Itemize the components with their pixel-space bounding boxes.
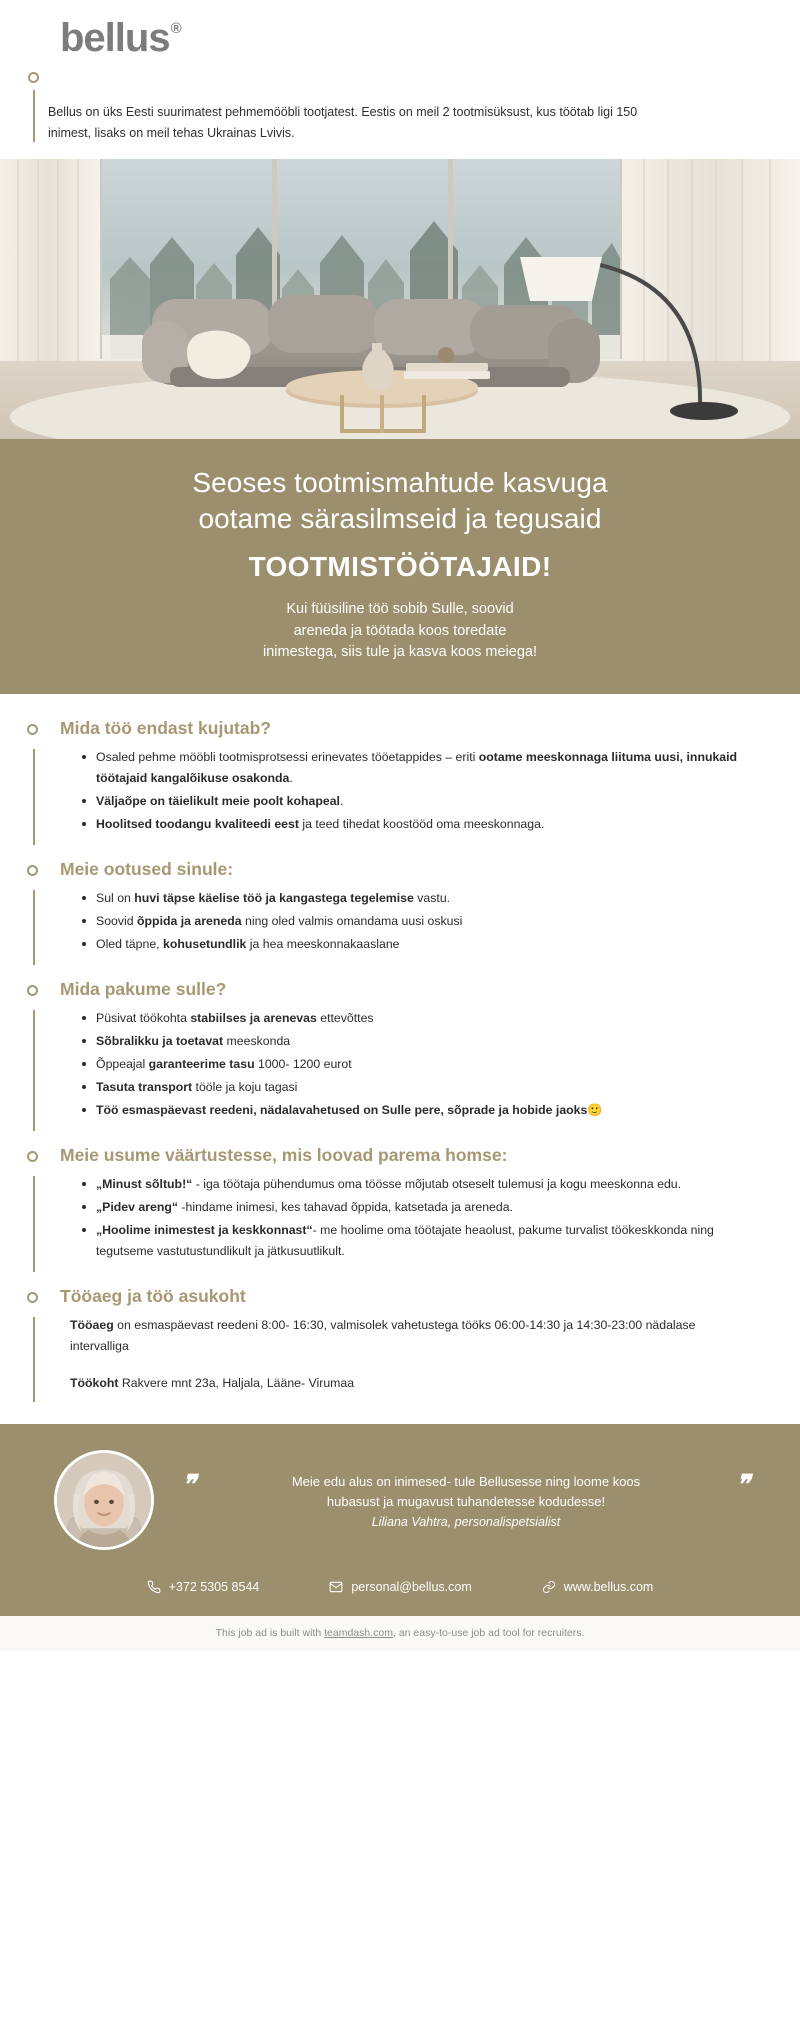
detail-paragraph: Töökoht Rakvere mnt 23a, Haljala, Lääne- Virumaa (70, 1376, 355, 1391)
bellus-logo[interactable] (60, 18, 180, 58)
banner-subtext-line-3: inimestega, siis tule ja kasva koos meiega! (262, 644, 538, 661)
vertical-rail (33, 1176, 35, 1273)
contact-link[interactable] (542, 1580, 654, 1594)
content-section (0, 1284, 800, 1410)
contact-label: +372 5305 8544 (168, 1580, 260, 1595)
banner-subtext (70, 599, 730, 664)
vertical-rail (33, 1317, 35, 1402)
list-item: „Pidev areng“ -hindame inimesi, kes tahavad õppida, katsetada ja areneda. (82, 1197, 740, 1218)
teamdash-footer (0, 1616, 800, 1651)
section-body (0, 1008, 800, 1140)
brand-header (0, 0, 800, 72)
content-section (0, 1143, 800, 1280)
banner-subtext-line-2: areneda ja töötada koos toredate (293, 622, 507, 639)
bullet-list (60, 1008, 740, 1122)
list-item: „Minust sõltub!“ - iga töötaja pühendumus oma töösse mõjutab otseselt tulemusi ja kogu meeskonna edu. (82, 1174, 740, 1195)
intro-text: Bellus on üks Eesti suurimatest pehmemööbli tootjatest. Eestis on meil 2 tootmisüksust, kus töötab ligi 150 inimest, lisaks on meil tehas Ukrainas Lvivis. (48, 105, 638, 140)
section-header (0, 716, 800, 741)
section-body (0, 1315, 800, 1410)
banner-heading (70, 465, 730, 537)
quote-text (198, 1472, 734, 1514)
detail-paragraph: Tööaeg on esmaspäevast reedeni 8:00- 16:30, valmisolek vahetustega tööks 06:00-14:30 ja 14:30-23:00 nädalase intervalliga (70, 1317, 696, 1354)
quote-section (0, 1424, 800, 1568)
section-title: Tööaeg ja töö asukoht (60, 1286, 246, 1307)
vertical-rail (33, 890, 35, 965)
section-header (0, 977, 800, 1002)
quote-close-icon: ❞ (736, 1469, 750, 1499)
section-header (0, 1284, 800, 1309)
registered-trademark-icon: ® (170, 19, 181, 37)
section-body (0, 1174, 800, 1281)
bullet-list (60, 888, 740, 955)
list-item: Väljaõpe on täielikult meie poolt kohapeal. (82, 791, 740, 812)
quote-line-2: hubasust ja mugavust tuhandetesse kodudesse! (326, 1494, 606, 1510)
section-header (0, 1143, 800, 1168)
quote-author: Liliana Vahtra, personalispetsialist (371, 1515, 561, 1530)
content-sections (0, 694, 800, 1424)
list-item: Osaled pehme mööbli tootmisprotsessi erinevates tööetappides – eriti ootame meeskonnaga liituma uusi, innukaid töötajaid kangalõikuse osakonda. (82, 747, 740, 789)
footer-prefix: This job ad is built with (215, 1627, 325, 1640)
envelope-icon (329, 1580, 343, 1594)
vertical-rail (33, 1010, 35, 1132)
bullet-marker-icon (27, 865, 38, 876)
bullet-marker-icon (27, 985, 38, 996)
section-body (0, 747, 800, 854)
list-item: Sõbralikku ja toetavat meeskonda (82, 1031, 740, 1052)
banner-heading-line-1: Seoses tootmismahtude kasvuga (192, 467, 608, 499)
section-body (0, 888, 800, 973)
section-title: Mida pakume sulle? (60, 979, 227, 1000)
logo-wordmark: bellus (60, 16, 170, 60)
section-header (0, 857, 800, 882)
contact-phone[interactable] (147, 1580, 260, 1594)
content-section (0, 977, 800, 1139)
list-item: Tasuta transport tööle ja koju tagasi (82, 1077, 740, 1098)
quote-line-1: Meie edu alus on inimesed- tule Bellusesse ning loome koos (291, 1473, 641, 1489)
list-item: Püsivat töökohta stabiilses ja arenevas ettevõttes (82, 1008, 740, 1029)
vertical-rail (33, 749, 35, 846)
content-section (0, 716, 800, 853)
quote-body (172, 1469, 760, 1530)
list-item: „Hoolime inimestest ja keskkonnast“- me hoolime oma töötajate heaolust, pakume turvalist töökeskkonda ning tegutseme vastutustundlikult ja jätkusuutlikult. (82, 1220, 740, 1262)
avatar (54, 1450, 154, 1550)
list-item: Oled täpne, kohusetundlik ja hea meeskonnakaaslane (82, 934, 740, 955)
banner-heading-line-2: ootame särasilmseid ja tegusaid (198, 503, 602, 535)
teamdash-link[interactable]: teamdash.com (324, 1627, 393, 1640)
section-title: Mida töö endast kujutab? (60, 718, 271, 739)
phone-icon (147, 1580, 161, 1594)
bullet-marker-icon (27, 1292, 38, 1303)
job-title: TOOTMISTÖÖTAJAID! (248, 550, 552, 582)
content-section (0, 857, 800, 973)
bullet-list (60, 1174, 740, 1263)
footer-suffix: , an easy-to-use job ad tool for recruiters. (393, 1627, 585, 1640)
bullet-marker-icon (27, 724, 38, 735)
hero-image (0, 159, 800, 439)
quote-open-icon: ❞ (182, 1469, 196, 1499)
banner-subtext-line-1: Kui füüsiline töö sobib Sulle, soovid (286, 600, 514, 617)
contact-label: www.bellus.com (563, 1580, 654, 1595)
contact-row (0, 1568, 800, 1616)
link-icon (542, 1580, 556, 1594)
intro-block (0, 72, 800, 159)
section-title: Meie usume väärtustesse, mis loovad parema homse: (60, 1145, 508, 1166)
headline-banner (0, 439, 800, 694)
section-title: Meie ootused sinule: (60, 859, 234, 880)
contact-envelope[interactable] (329, 1580, 471, 1594)
bullet-marker-icon (28, 72, 39, 83)
list-item: Õppeajal garanteerime tasu 1000- 1200 eurot (82, 1054, 740, 1075)
contact-label: personal@bellus.com (351, 1580, 472, 1595)
vertical-rail (33, 90, 35, 142)
list-item: Töö esmaspäevast reedeni, nädalavahetused on Sulle pere, sõprade ja hobide jaoks🙂 (82, 1100, 740, 1121)
bullet-list (60, 747, 740, 836)
bullet-marker-icon (27, 1151, 38, 1162)
list-item: Soovid õppida ja areneda ning oled valmis omandama uusi oskusi (82, 911, 740, 932)
list-item: Sul on huvi täpse käelise töö ja kangastega tegelemise vastu. (82, 888, 740, 909)
list-item: Hoolitsed toodangu kvaliteedi eest ja teed tihedat koostööd oma meeskonnaga. (82, 814, 740, 835)
